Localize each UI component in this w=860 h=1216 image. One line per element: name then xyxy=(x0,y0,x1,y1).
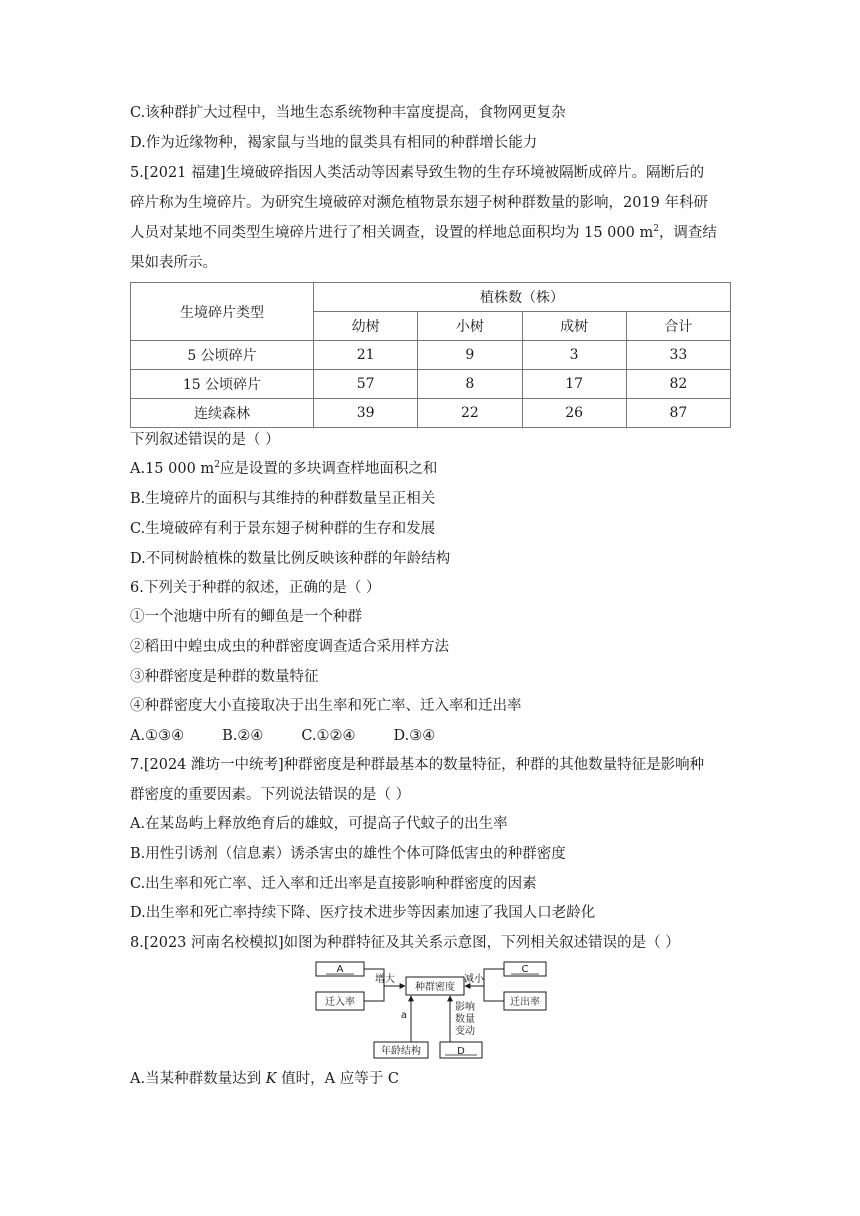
q4-option-d: D.作为近缘物种，褐家鼠与当地的鼠类具有相同的种群增长能力 xyxy=(130,135,538,151)
table-row xyxy=(131,370,731,399)
q7-stem-line-2: 群密度的重要因素。下列说法错误的是（ ） xyxy=(130,787,411,803)
q5-question: 下列叙述错误的是（ ） xyxy=(130,432,280,448)
q5-stem-line-1: 5.[2021 福建]生境破碎指因人类活动等因素导致生物的生存环境被隔断成碎片。隔断后的 xyxy=(130,165,705,181)
table-cell: 8 xyxy=(418,370,522,399)
choice-a: A.①③④ xyxy=(130,728,185,744)
table-cell: 17 xyxy=(522,370,626,399)
q6-item-2: ②稻田中蝗虫成虫的种群密度调查适合采用样方法 xyxy=(130,639,449,655)
superscript: 2 xyxy=(653,224,659,234)
q5-option-c: C.生境破碎有利于景东翅子树种群的生存和发展 xyxy=(130,521,436,537)
table-cell: 5 公顷碎片 xyxy=(131,341,314,370)
table-cell: 3 xyxy=(522,341,626,370)
label-arrow-a: a xyxy=(400,1010,408,1021)
label-influence-1: 影响 xyxy=(455,1002,475,1013)
table-header-type: 生境碎片类型 xyxy=(131,283,314,341)
survey-table xyxy=(130,282,731,428)
table-col-header: 合计 xyxy=(626,312,730,341)
choice-c: C.①②④ xyxy=(301,728,356,744)
label-influence-2: 数量 xyxy=(455,1014,475,1025)
table-cell: 22 xyxy=(418,399,522,428)
table-cell: 33 xyxy=(626,341,730,370)
table-cell: 26 xyxy=(522,399,626,428)
q6-item-1: ①一个池塘中所有的鲫鱼是一个种群 xyxy=(130,609,362,625)
q5-stem-line-2: 碎片称为生境碎片。为研究生境破碎对濒危植物景东翅子树种群数量的影响，2019 年科研 xyxy=(130,195,709,211)
table-row xyxy=(131,399,731,428)
population-diagram xyxy=(312,958,552,1062)
q5-option-d: D.不同树龄植株的数量比例反映该种群的年龄结构 xyxy=(130,551,451,567)
label-density: 种群密度 xyxy=(415,982,455,993)
label-d: D xyxy=(457,1046,465,1057)
label-immigration: 迁入率 xyxy=(325,997,355,1008)
table-cell: 39 xyxy=(314,399,418,428)
q6-item-4: ④种群密度大小直接取决于出生率和死亡率、迁入率和迁出率 xyxy=(130,698,522,714)
q5-option-b: B.生境碎片的面积与其维持的种群数量呈正相关 xyxy=(130,491,436,507)
table-cell: 21 xyxy=(314,341,418,370)
choice-d: D.③④ xyxy=(393,728,436,744)
table-cell: 87 xyxy=(626,399,730,428)
q7-option-d: D.出生率和死亡率持续下降、医疗技术进步等因素加速了我国人口老龄化 xyxy=(130,905,596,921)
q5-stem-line-3: 人员对某地不同类型生境碎片进行了相关调查，设置的样地总面积均为 15 000 $m^2$，调查结 xyxy=(130,224,717,241)
q5-option-a: A.15 000 $m^2$应是设置的多块调查样地面积之和 xyxy=(130,460,438,477)
q5-stem-line-4: 果如表所示。 xyxy=(130,255,217,271)
table-row xyxy=(131,341,731,370)
label-age: 年龄结构 xyxy=(381,1046,421,1057)
table-cell: 82 xyxy=(626,370,730,399)
choice-b: B.②④ xyxy=(222,728,264,744)
table-cell: 连续森林 xyxy=(131,399,314,428)
table-col-header: 成树 xyxy=(522,312,626,341)
label-emigration: 迁出率 xyxy=(510,997,540,1008)
q6-item-3: ③种群密度是种群的数量特征 xyxy=(130,669,319,685)
label-a: A xyxy=(336,964,344,975)
label-increase: 增大 xyxy=(375,974,395,985)
label-influence-3: 变动 xyxy=(455,1026,475,1037)
q4-option-c: C.该种群扩大过程中，当地生态系统物种丰富度提高，食物网更复杂 xyxy=(130,105,566,121)
q8-stem: 8.[2023 河南名校模拟]如图为种群特征及其关系示意图，下列相关叙述错误的是（ ） xyxy=(130,935,680,951)
table-cell: 15 公顷碎片 xyxy=(131,370,314,399)
q7-option-c: C.出生率和死亡率、迁入率和迁出率是直接影响种群密度的因素 xyxy=(130,876,537,892)
q6-stem: 6.下列关于种群的叙述，正确的是（ ） xyxy=(130,580,381,596)
label-decrease: 减小 xyxy=(464,974,484,985)
table-col-header: 小树 xyxy=(418,312,522,341)
q7-stem-line-1: 7.[2024 潍坊一中统考]种群密度是种群最基本的数量特征，种群的其他数量特征是影响种 xyxy=(130,757,705,773)
table-col-header: 幼树 xyxy=(314,312,418,341)
q8-option-a: A.当某种群数量达到 K 值时，A 应等于 C xyxy=(130,1071,399,1087)
q7-option-b: B.用性引诱剂（信息素）诱杀害虫的雄性个体可降低害虫的种群密度 xyxy=(130,846,566,862)
q6-choices xyxy=(130,726,473,746)
table-cell: 57 xyxy=(314,370,418,399)
label-c: C xyxy=(521,964,529,975)
table-cell: 9 xyxy=(418,341,522,370)
table-header-group: 植株数（株） xyxy=(314,283,731,312)
q7-option-a: A.在某岛屿上释放绝育后的雄蚊，可提高子代蚊子的出生率 xyxy=(130,816,508,832)
